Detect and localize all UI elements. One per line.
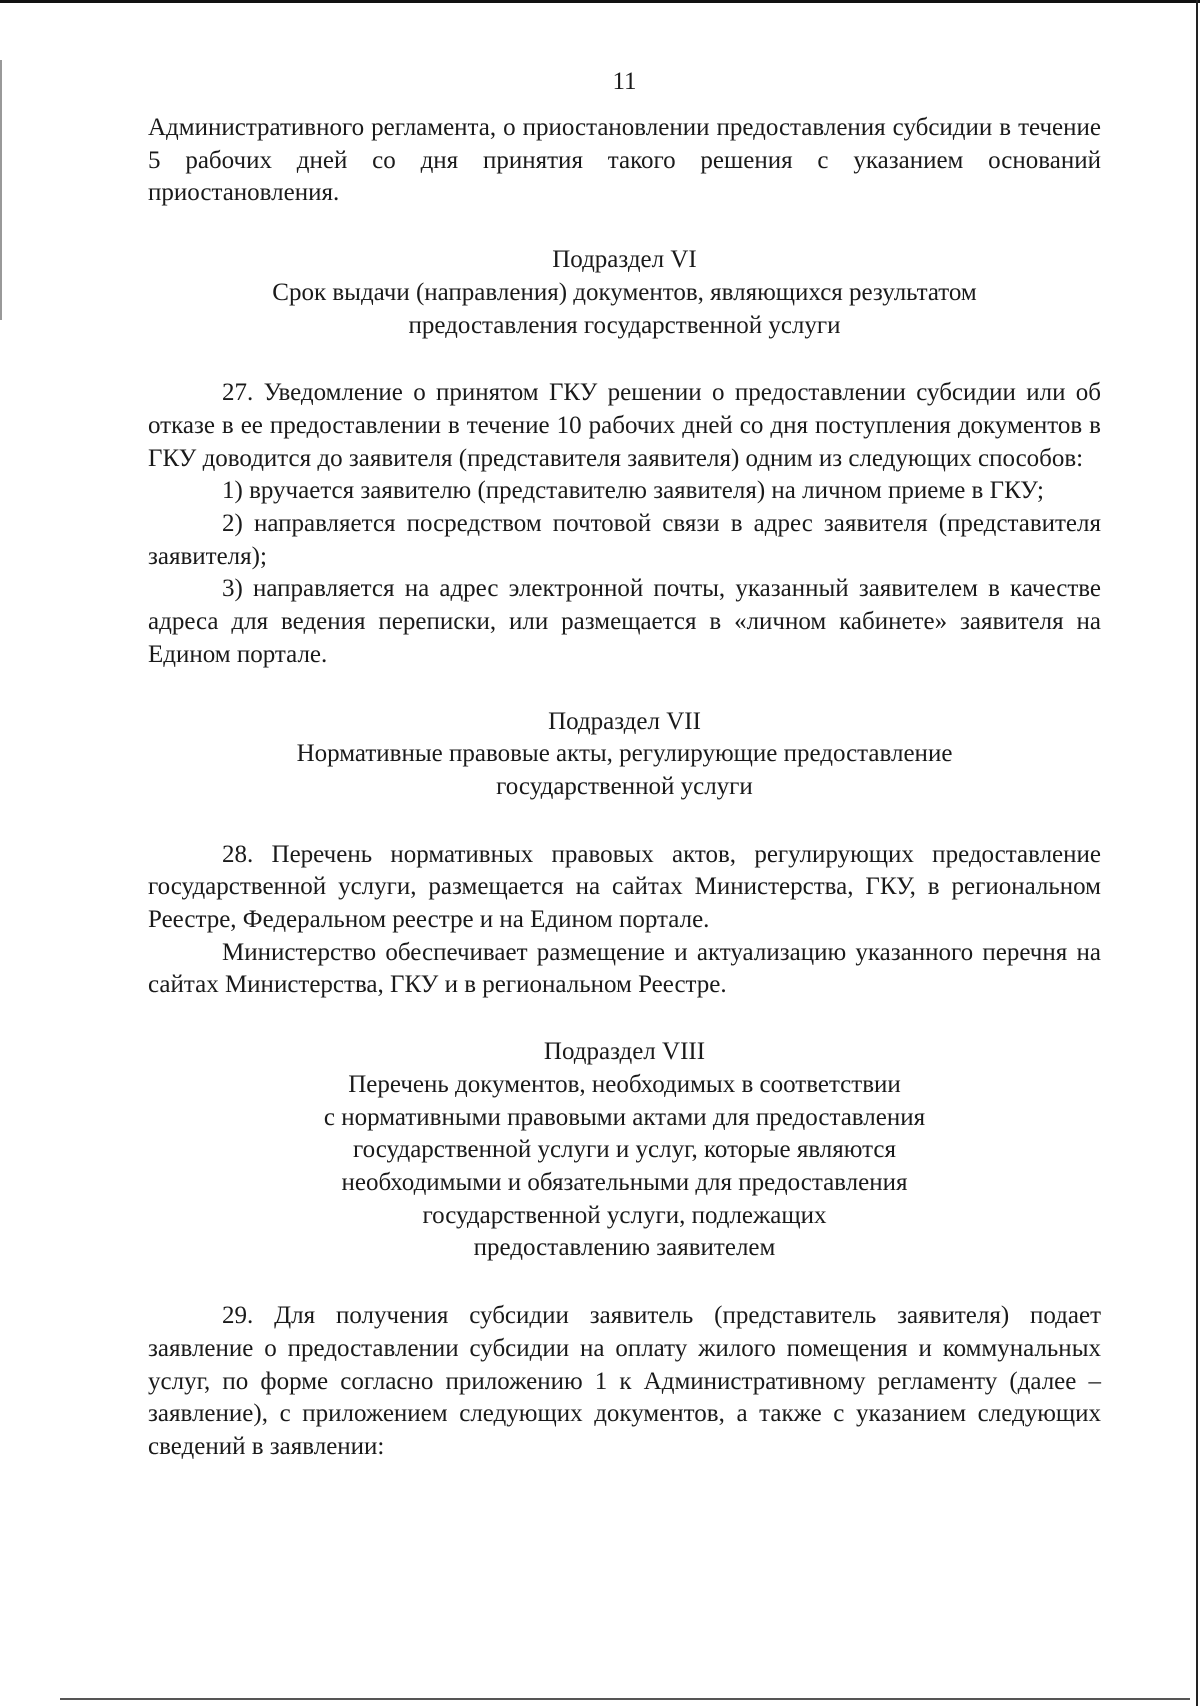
item-27-way-1: 1) вручается заявителю (представителю заявителя) на личном приеме в ГКУ; <box>222 477 1044 505</box>
section-vii-title-line-2: государственной услуги <box>496 772 753 800</box>
section-vii-label: Подраздел VII <box>548 707 701 735</box>
page-number: 11 <box>612 68 637 95</box>
section-viii-title-line-4: необходимыми и обязательными для предоставления <box>341 1168 908 1196</box>
scan-edge-right <box>1196 0 1198 1706</box>
document-page <box>148 62 1101 1464</box>
section-viii-title-line-1: Перечень документов, необходимых в соответствии <box>348 1070 901 1098</box>
section-viii-title-line-2: с нормативными правовыми актами для предоставления <box>323 1103 926 1131</box>
scan-edge-left <box>0 60 2 320</box>
section-viii-heading <box>148 1036 1101 1265</box>
section-vi-heading <box>148 244 1101 342</box>
section-vi-label: Подраздел VI <box>552 246 697 274</box>
section-vii-title-line-1: Нормативные правовые акты, регулирующие предоставление <box>296 740 953 768</box>
item-27-intro: 27. Уведомление о принятом ГКУ решении о предоставлении субсидии или об отказе в ее предоставлении в течение 10 рабочих дней со дня поступления документов в ГКУ доводится до заявителя (представителя заявителя) одним из следующих способов: <box>148 379 1101 472</box>
section-viii-title-line-6: предоставлению заявителем <box>473 1234 776 1262</box>
item-29-paragraph: 29. Для получения субсидии заявитель (представитель заявителя) подает заявление о предоставлении субсидии на оплату жилого помещения и коммунальных услуг, по форме согласно приложению 1 к Административному регламенту (далее – заявление), с приложением следующих документов, а также с указанием следующих сведений в заявлении: <box>148 1302 1101 1460</box>
section-viii-title-line-3: государственной услуги и услуг, которые являются <box>353 1136 896 1164</box>
section-viii-title-line-5: государственной услуги, подлежащих <box>422 1201 827 1229</box>
scan-edge-bottom <box>60 1698 1190 1700</box>
section-vii-heading <box>148 706 1101 804</box>
section-vi-title-line-1: Срок выдачи (направления) документов, являющихся результатом <box>272 278 977 306</box>
item-27-way-2: 2) направляется посредством почтовой связи в адрес заявителя (представителя заявителя); <box>148 510 1101 570</box>
item-27-way-3: 3) направляется на адрес электронной почты, указанный заявителем в качестве адреса для ведения переписки, или размещается в «личном кабинете» заявителя на Едином портале. <box>148 575 1101 668</box>
item-28-paragraph-1: 28. Перечень нормативных правовых актов, регулирующих предоставление государственной услуги, размещается на сайтах Министерства, ГКУ, в региональном Реестре, Федеральном реестре и на Едином портале. <box>148 840 1101 934</box>
item-28-paragraph-2: Министерство обеспечивает размещение и актуализацию указанного перечня на сайтах Министерства, ГКУ и в региональном Реестре. <box>148 938 1101 999</box>
opening-paragraph: Административного регламента, о приостановлении предоставления субсидии в течение 5 рабочих дней со дня принятия такого решения с указанием оснований приостановления. <box>148 114 1101 207</box>
section-viii-label: Подраздел VIII <box>543 1038 706 1066</box>
scan-edge-top <box>0 0 1200 3</box>
section-vi-title-line-2: предоставления государственной услуги <box>408 311 841 339</box>
